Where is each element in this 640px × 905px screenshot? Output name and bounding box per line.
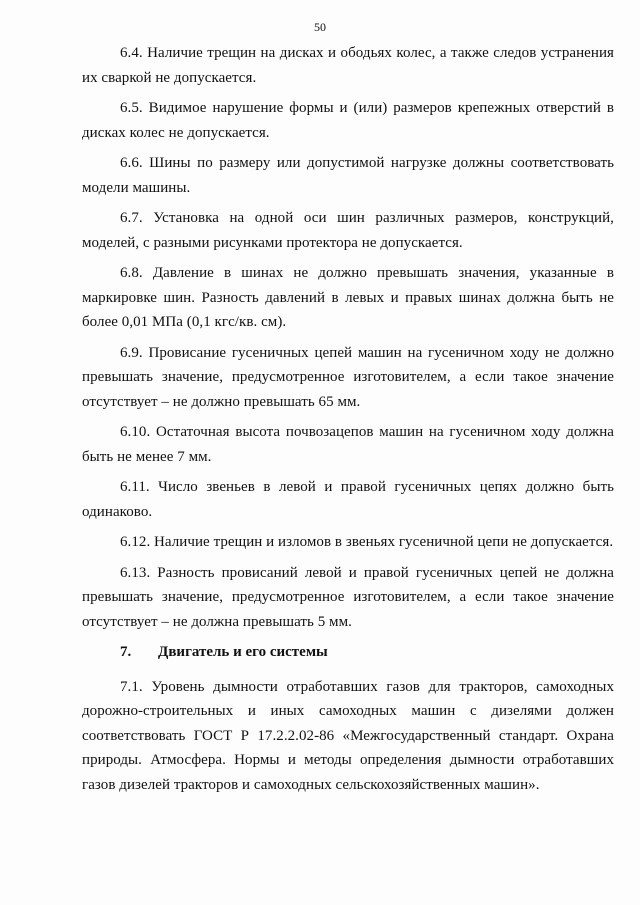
section-number: 7. [120, 644, 132, 660]
paragraph-6-10: 6.10. Остаточная высота почвозацепов машин на гусеничном ходу должна быть не менее 7 мм. [82, 424, 614, 465]
section-title: Двигатель и его системы [158, 644, 328, 660]
paragraph-6-7: 6.7. Установка на одной оси шин различных размеров, конструкций, моделей, с разными рисунками протектора не допускается. [82, 210, 614, 251]
paragraph-6-5: 6.5. Видимое нарушение формы и (или) размеров крепежных отверстий в дисках колес не допускается. [82, 100, 614, 141]
paragraph-6-4: 6.4. Наличие трещин на дисках и ободьях колес, а также следов устранения их сваркой не допускается. [82, 45, 614, 86]
document-body [82, 41, 614, 803]
paragraph-6-6: 6.6. Шины по размеру или допустимой нагрузке должны соответствовать модели машины. [82, 155, 614, 196]
page-number: 50 [314, 20, 326, 34]
section-heading [120, 640, 614, 665]
paragraph-6-11: 6.11. Число звеньев в левой и правой гусеничных цепях должно быть одинаково. [82, 479, 614, 520]
paragraph-6-8: 6.8. Давление в шинах не должно превышать значения, указанные в маркировке шин. Разность давлений в левых и правых шинах должна быть не более 0,01 МПа (0,1 кгс/кв. см). [82, 265, 614, 330]
paragraph-6-9: 6.9. Провисание гусеничных цепей машин на гусеничном ходу не должно превышать значение, предусмотренное изготовителем, а если такое значение отсутствует – не должно превышать 65 мм. [82, 344, 614, 410]
paragraph-7-1: 7.1. Уровень дымности отработавших газов для тракторов, самоходных дорожно-строительных и иных самоходных машин с дизелями должен соответствовать ГОСТ Р 17.2.2.02-86 «Межгосударственный стандарт. Охрана природы. Атмосфера. Нормы и методы определения дымности отработавших газов дизелей тракторов и самоходных сельскохозяйственных машин». [82, 678, 614, 793]
paragraph-6-13: 6.13. Разность провисаний левой и правой гусеничных цепей не должна превышать значение, предусмотренное изготовителем, а если такое значение отсутствует – не должна превышать 5 мм. [82, 564, 614, 630]
paragraph-6-12: 6.12. Наличие трещин и изломов в звеньях гусеничной цепи не допускается. [120, 534, 614, 550]
